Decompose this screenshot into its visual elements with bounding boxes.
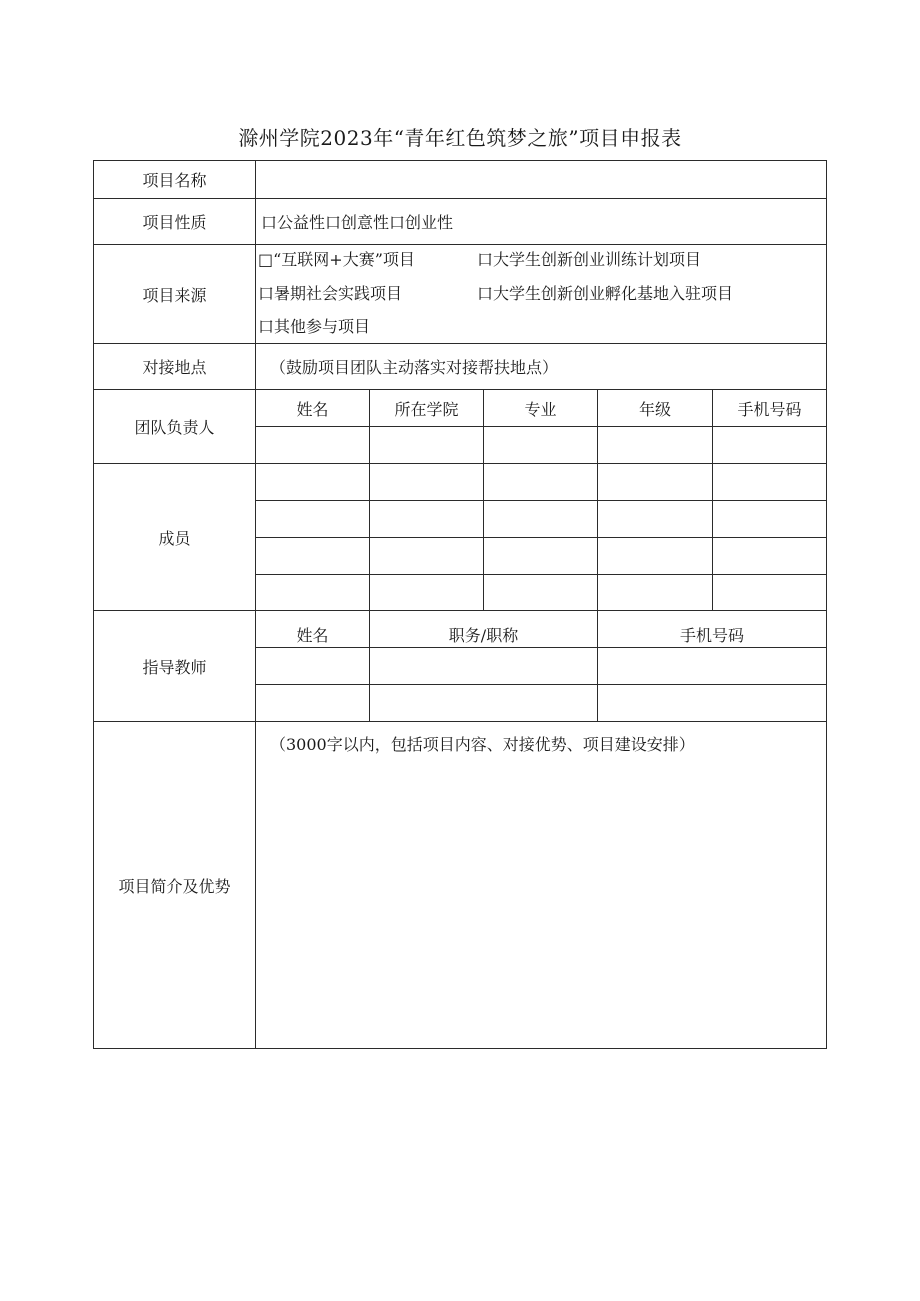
- form-title: 滁州学院2023年“青年红色筑梦之旅”项目申报表: [238, 126, 682, 150]
- location-field[interactable]: （鼓励项目团队主动落实对接帮扶地点）: [255, 343, 827, 390]
- member-cell[interactable]: [255, 500, 370, 538]
- leader-college-field[interactable]: [369, 426, 484, 464]
- source-option-incubator[interactable]: 口大学生创新创业孵化基地入驻项目: [477, 284, 734, 303]
- member-cell[interactable]: [483, 574, 598, 611]
- member-cell[interactable]: [255, 574, 370, 611]
- leader-header-major: 专业: [483, 389, 598, 427]
- advisor-name-field[interactable]: [255, 647, 370, 685]
- advisor-header-phone: 手机号码: [597, 610, 827, 648]
- member-cell[interactable]: [369, 574, 484, 611]
- source-option-other[interactable]: 口其他参与项目: [258, 317, 371, 336]
- member-cell[interactable]: [712, 500, 827, 538]
- label-project-name: 项目名称: [93, 160, 256, 199]
- member-cell[interactable]: [483, 500, 598, 538]
- label-leader: 团队负责人: [93, 389, 256, 464]
- label-advisor: 指导教师: [93, 610, 256, 722]
- member-cell[interactable]: [483, 537, 598, 575]
- advisor-name-field[interactable]: [255, 684, 370, 722]
- leader-header-grade: 年级: [597, 389, 713, 427]
- advisor-phone-field[interactable]: [597, 647, 827, 685]
- label-project-nature: 项目性质: [93, 198, 256, 245]
- member-cell[interactable]: [597, 500, 713, 538]
- leader-name-field[interactable]: [255, 426, 370, 464]
- member-cell[interactable]: [597, 463, 713, 501]
- project-name-field[interactable]: [255, 160, 827, 199]
- source-option-innovation-training[interactable]: 口大学生创新创业训练计划项目: [477, 250, 702, 269]
- advisor-phone-field[interactable]: [597, 684, 827, 722]
- label-project-source: 项目来源: [93, 244, 256, 344]
- member-cell[interactable]: [712, 537, 827, 575]
- leader-header-name: 姓名: [255, 389, 370, 427]
- project-nature-options[interactable]: 口公益性口创意性口创业性: [255, 198, 827, 245]
- label-members: 成员: [93, 463, 256, 611]
- member-cell[interactable]: [712, 463, 827, 501]
- member-cell[interactable]: [597, 537, 713, 575]
- member-cell[interactable]: [369, 537, 484, 575]
- label-intro: 项目简介及优势: [93, 721, 256, 1049]
- member-cell[interactable]: [712, 574, 827, 611]
- intro-textarea[interactable]: [255, 721, 827, 1049]
- leader-phone-field[interactable]: [712, 426, 827, 464]
- advisor-title-field[interactable]: [369, 684, 598, 722]
- advisor-header-name: 姓名: [255, 610, 370, 648]
- member-cell[interactable]: [597, 574, 713, 611]
- leader-major-field[interactable]: [483, 426, 598, 464]
- member-cell[interactable]: [369, 500, 484, 538]
- advisor-title-field[interactable]: [369, 647, 598, 685]
- leader-header-college: 所在学院: [369, 389, 484, 427]
- advisor-header-title: 职务/职称: [369, 610, 598, 648]
- source-option-summer-practice[interactable]: 口暑期社会实践项目: [258, 284, 403, 303]
- leader-grade-field[interactable]: [597, 426, 713, 464]
- leader-header-phone: 手机号码: [712, 389, 827, 427]
- intro-hint: （3000字以内，包括项目内容、对接优势、项目建设安排）: [270, 735, 695, 754]
- source-option-internet-plus[interactable]: □“互联网+大赛”项目: [258, 250, 415, 269]
- member-cell[interactable]: [255, 537, 370, 575]
- member-cell[interactable]: [255, 463, 370, 501]
- member-cell[interactable]: [483, 463, 598, 501]
- member-cell[interactable]: [369, 463, 484, 501]
- label-location: 对接地点: [93, 343, 256, 390]
